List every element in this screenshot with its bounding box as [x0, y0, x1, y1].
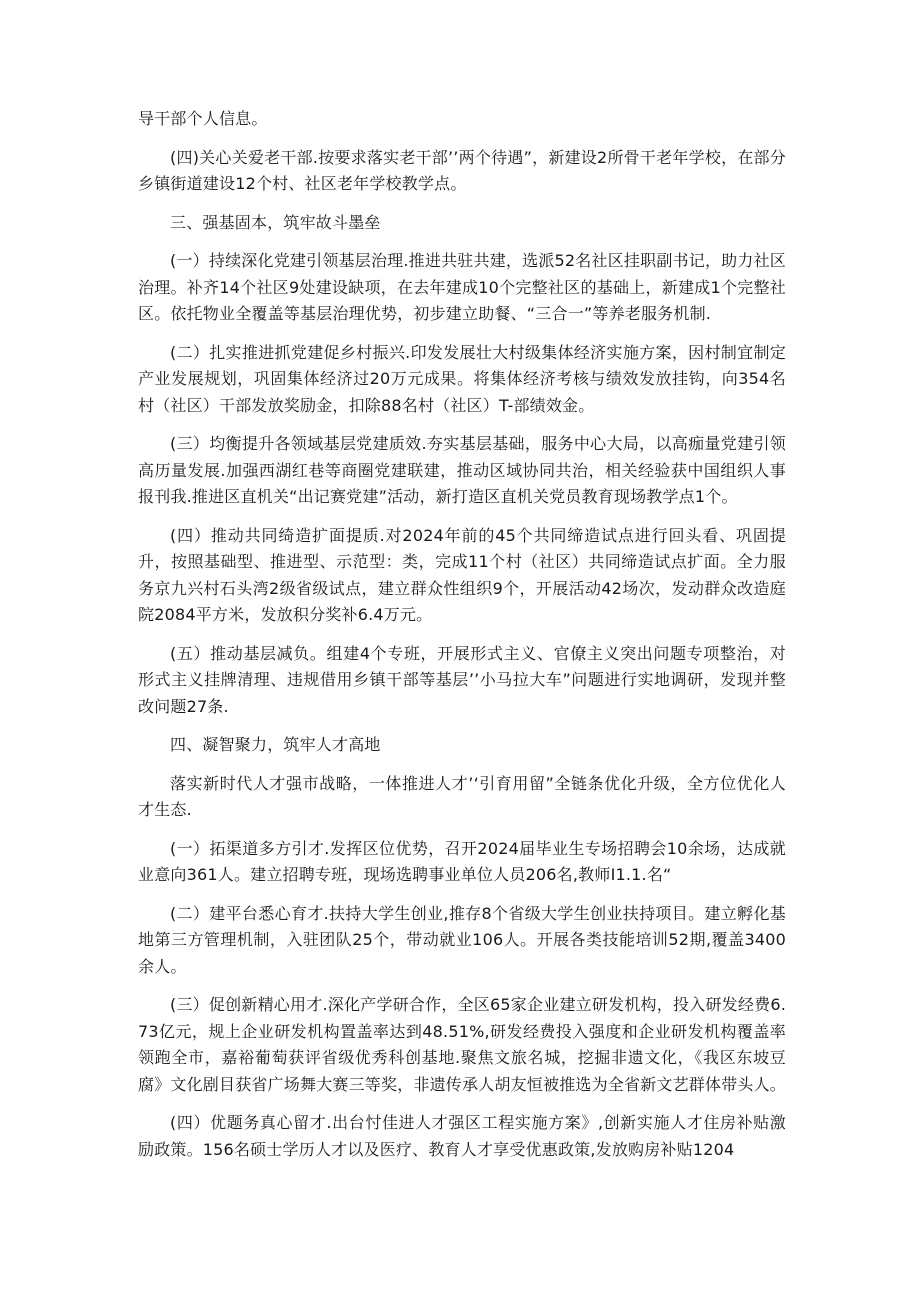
paragraph: (五）推动基层减负。组建4个专班，开展形式主义、官僚主义突出问题专项整治，对形式主义挂牌清理、违规借用乡镇干部等基层’’小马拉大车”问题进行实地调研，发现并整改问题27条.	[138, 643, 786, 716]
paragraph: (四）优题务真心留才.出台忖佳进人才强区工程实施方案》,创新实施人才住房补贴激励政策。156名硕士学历人才以及医疗、教育人才享受优惠政策,发放购房补贴1204	[138, 1113, 786, 1159]
paragraph: (四）推动共同绮造扩面提质.对2024年前的45个共同缔造试点进行回头看、巩固提升，按照基础型、推进型、示范型：类，完成11个村（社区）共同缔造试点扩面。全力服务京九兴村石头湾2级省级试点，建立群众性组织9个，开展活动42场次，发动群众改造庭院2084平方米，发放积分奖补6.4万元。	[138, 525, 786, 624]
document-body	[138, 106, 786, 1175]
paragraph: (二）建平台悉心育才.扶持大学生创业,推存8个省级大学生创业扶持项目。建立孵化基地第三方管理机制，入驻团队25个，带动就业106人。开展各类技能培训52期,覆盖3400余人。	[138, 903, 786, 976]
paragraph: (一）持续深化党建引领基层治理.推进共驻共建，选派52名社区挂职副书记，助力社区治理。补齐14个社区9处建设缺项，在去年建成10个完整社区的基础上，新建成1个完整社区。依托物业全覆盖等基层治理优势，初步建立助餐、“三合一”等养老服务机制.	[138, 251, 786, 323]
section-heading: 三、强基固本，筑牢故斗墨垒	[170, 212, 381, 232]
paragraph: (三）促创新精心用才.深化产学研合作，全区65家企业建立研发机构，投入研发经费6.73亿元，规上企业研发机构置盖率达到48.51%,研发经费投入强度和企业研发机构覆盖率领跑全市，嘉裕葡萄获评省级优秀科创基地.聚焦文旅名城，挖掘非遗文化，《我区东坡豆腐》文化剧目获省广场舞大赛三等奖，非遗传承人胡友恒被推选为全省新文艺群体带头人。	[138, 995, 787, 1094]
paragraph: (四)关心关爱老干部.按要求落实老干部’’两个待遇”，新建设2所骨干老年学校，在部分乡镇街道建设12个村、社区老年学校教学点。	[138, 147, 786, 193]
paragraph: 落实新时代人才强市战略，一体推进人才’‘引育用留”全链条优化升级，全方位优化人才生态.	[138, 773, 786, 819]
paragraph: 导干部个人信息。	[138, 109, 268, 128]
paragraph: (三）均衡提升各领域基层党建质效.夯实基层基础，服务中心大局，以高痂量党建引领高历量发展.加强西湖红巷等商圈党建联建，推动区域协同共治，相关经验获中国组织人事报刊我.推进区直机关“出记赛党建”活动，新打造区直机关党员教育现场教学点1个。	[138, 434, 786, 506]
paragraph: (一）拓渠道多方引才.发挥区位优势，召开2024届毕业生专场招聘会10余场，达成就业意向361人。建立招聘专班，现场选聘事业单位人员206名,教师I1.1.名“	[138, 838, 786, 884]
paragraph: (二）扎实推进抓党建促乡村振兴.印发发展壮大村级集体经济实施方案，因村制宜制定产业发展规划，巩固集体经济过20万元成果。将集体经济考核与绩效发放挂钩，向354名村（社区）干部发放奖励金，扣除88名村（社区）T-部绩效金。	[138, 342, 786, 415]
section-heading: 四、凝智聚力，筑牢人才高地	[170, 735, 381, 754]
